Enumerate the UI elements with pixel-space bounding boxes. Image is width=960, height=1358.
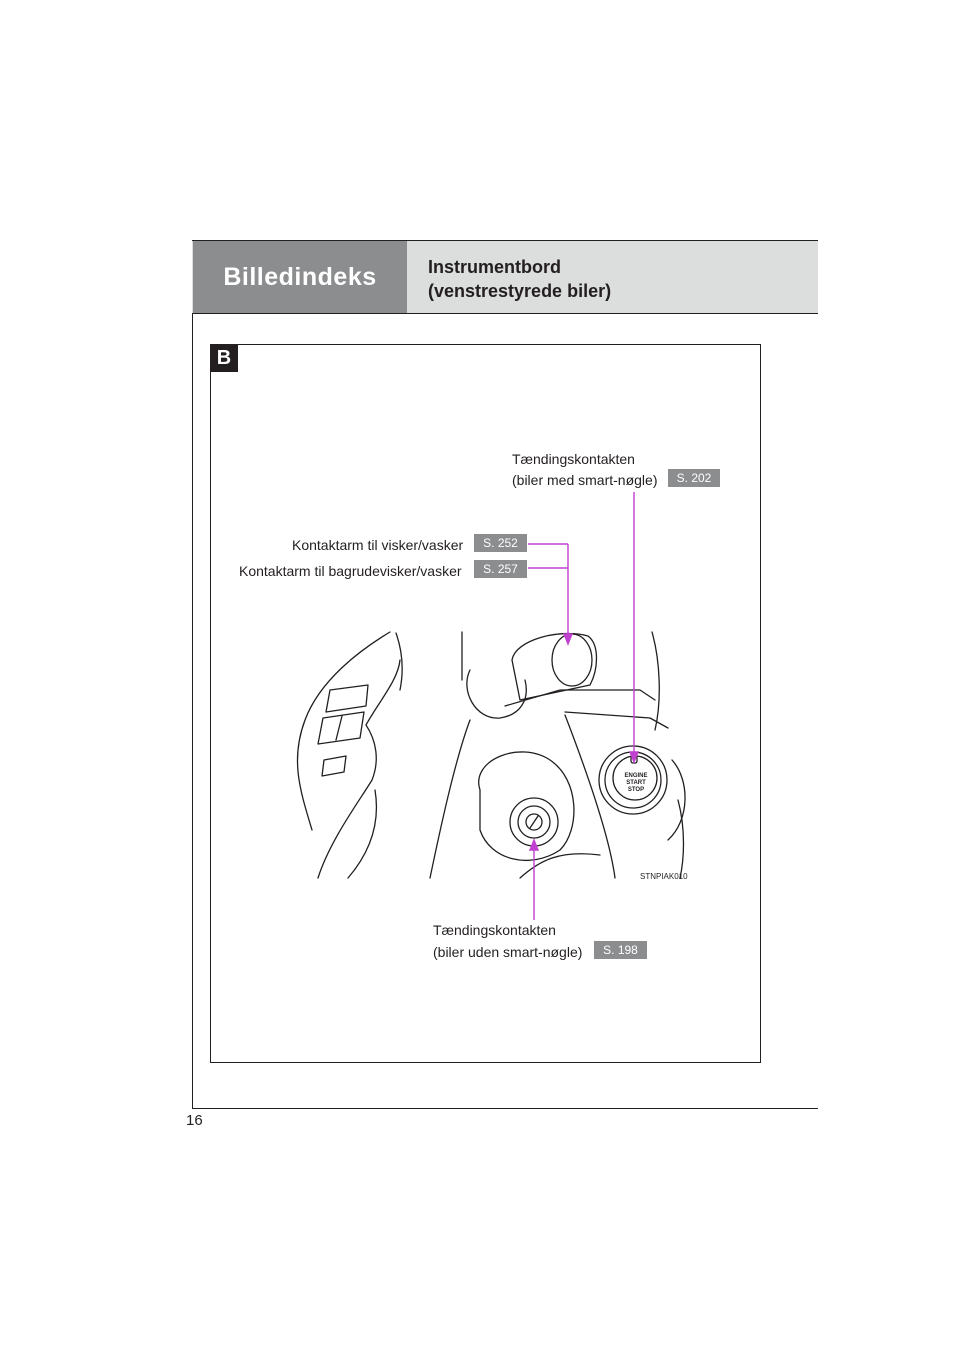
- page-title-line-1: Instrumentbord: [428, 257, 561, 277]
- dash-panel-line: [565, 712, 668, 728]
- ignition-key-page-ref[interactable]: S. 198: [594, 941, 647, 959]
- dash-lower-left: [430, 720, 470, 878]
- page-title-line-2: (venstrestyrede biler): [428, 281, 612, 301]
- ignition-key-label-line-2: (biler uden smart-nøgle): [433, 944, 583, 960]
- steering-wheel-outline: [318, 660, 400, 878]
- wiper-lever-label: Kontaktarm til visker/vasker: [292, 537, 464, 553]
- dash-right-edge: [652, 632, 659, 730]
- wiper-lever-tip: [552, 634, 592, 686]
- page-number: 16: [186, 1112, 203, 1129]
- illustration-code: STNPIAK010: [640, 872, 688, 881]
- footer-rule: [192, 1108, 818, 1109]
- section-letter-tag: B: [210, 344, 238, 372]
- column-collar: [467, 670, 526, 718]
- leader-arrow-wiper: [564, 634, 572, 644]
- start-stop-text-start: START: [626, 780, 646, 786]
- wiper-lever-page-ref[interactable]: S. 252: [474, 534, 527, 552]
- ignition-smart-label-line-1: Tændingskontakten: [512, 451, 635, 467]
- key-slot: [530, 816, 538, 828]
- ignition-smart-label-line-2: (biler med smart-nøgle): [512, 472, 658, 488]
- rear-wiper-lever-page-ref[interactable]: S. 257: [474, 560, 527, 578]
- start-stop-text-stop: STOP: [627, 787, 645, 793]
- ignition-key-label-line-1: Tændingskontakten: [433, 922, 556, 938]
- rear-wiper-lever-label: Kontaktarm til bagrudevisker/vasker: [239, 563, 462, 579]
- steering-switch-upper: [326, 685, 368, 712]
- steering-wheel-edge: [396, 633, 402, 690]
- leader-arrow-ignition-key: [530, 840, 538, 850]
- steering-small-button: [322, 756, 346, 776]
- steering-switch-lower: [318, 712, 364, 744]
- dash-right-bottom: [678, 800, 684, 878]
- steering-wheel-lower-rim: [348, 790, 376, 878]
- ignition-smart-page-ref[interactable]: S. 202: [668, 469, 720, 487]
- section-tab-label: Billedindeks: [223, 262, 377, 291]
- start-stop-text-engine: ENGINE: [624, 773, 648, 779]
- knee-panel-curve: [520, 854, 600, 878]
- steering-switch-divider: [336, 716, 342, 740]
